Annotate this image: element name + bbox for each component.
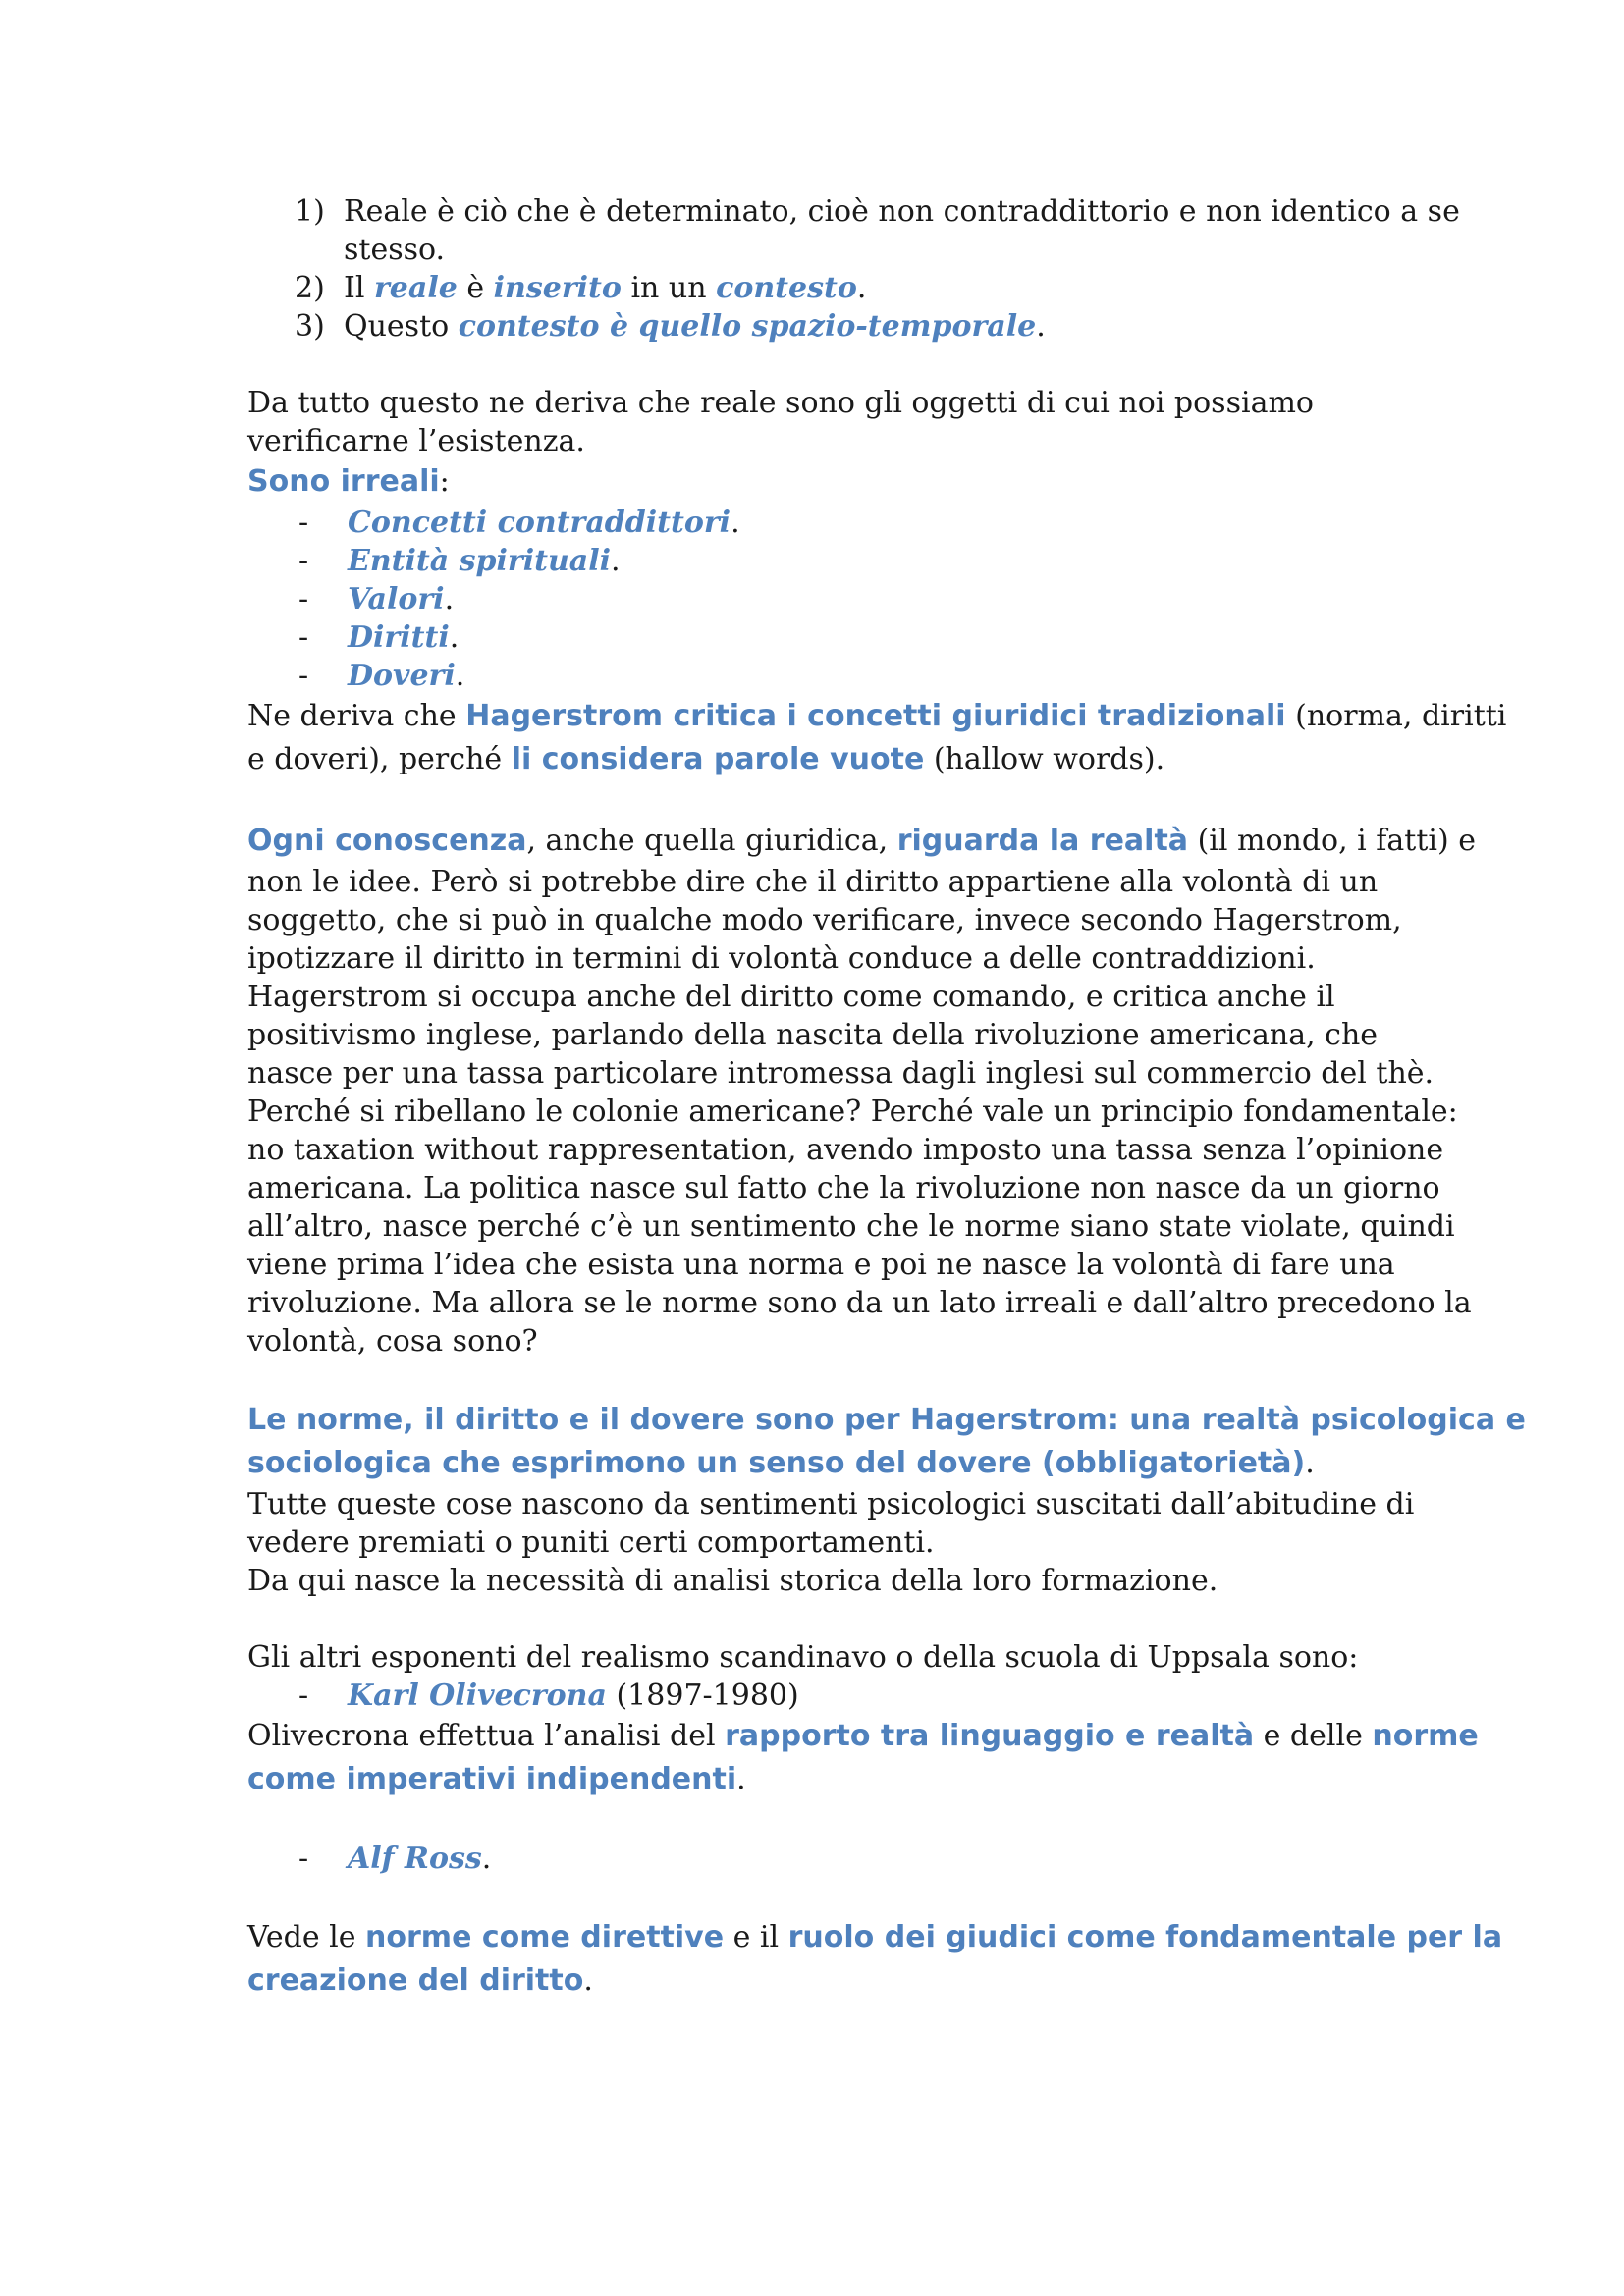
text: e delle xyxy=(1254,1719,1373,1753)
bullet-dot: . xyxy=(449,620,460,655)
bullet-item xyxy=(247,580,1396,618)
dash-bullet: - xyxy=(298,620,309,655)
highlight-text: Hagerstrom critica i concetti giuridici tradizionali xyxy=(465,699,1286,733)
highlight-text: creazione del diritto xyxy=(247,1963,584,1998)
paragraph-norme xyxy=(247,1399,1526,1600)
list-text: è xyxy=(457,271,494,305)
text: e il xyxy=(724,1920,788,1954)
bullet-dot: . xyxy=(611,544,621,578)
bullet-item xyxy=(247,542,1396,580)
text: Vede le xyxy=(247,1920,366,1954)
paragraph-line: americana. La politica nasce sul fatto che la rivoluzione non nasce da un giorno xyxy=(247,1171,1440,1205)
paragraph-reale xyxy=(247,384,1396,460)
paragraph-line: no taxation without rappresentation, avendo imposto una tassa senza l’opinione xyxy=(247,1133,1444,1167)
bullet-item xyxy=(247,504,1396,542)
highlight-text: Sono irreali xyxy=(247,464,440,499)
list-item-2 xyxy=(247,269,1396,307)
paragraph-line xyxy=(247,820,1476,863)
list-text: Questo xyxy=(344,309,459,344)
paragraph-line: verificarne l’esistenza. xyxy=(247,424,585,458)
list-text: in un xyxy=(621,271,717,305)
paragraph-line: Hagerstrom si occupa anche del diritto come comando, e critica anche il xyxy=(247,980,1335,1014)
highlight-text: ruolo dei giudici come fondamentale per la xyxy=(787,1920,1503,1954)
highlight-text: Ogni conoscenza xyxy=(247,824,527,858)
highlight-text: inserito xyxy=(493,271,622,305)
dash-bullet: - xyxy=(298,582,309,616)
text: . xyxy=(583,1963,593,1998)
highlight-text: contesto è quello spazio-temporale xyxy=(458,309,1037,344)
highlight-text: Valori xyxy=(348,582,445,616)
numbered-list xyxy=(247,192,1460,346)
paragraph-conoscenza xyxy=(247,820,1476,1361)
list-number: 3) xyxy=(295,309,325,344)
paragraph-line: nasce per una tassa particolare intromessa dagli inglesi sul commercio del thè. xyxy=(247,1056,1435,1091)
list-text: Reale è ciò che è determinato, cioè non contraddittorio e non identico a se xyxy=(344,194,1460,229)
highlight-text: contesto xyxy=(716,271,857,305)
bullet-item xyxy=(247,657,1396,695)
dash-bullet: - xyxy=(298,544,309,578)
paragraph-line xyxy=(247,1959,1396,2002)
text: (norma, diritti xyxy=(1285,699,1507,733)
list-item-3 xyxy=(247,307,1396,346)
paragraph-line: rivoluzione. Ma allora se le norme sono da un lato irreali e dall’altro precedono la xyxy=(247,1286,1472,1320)
heading-colon: : xyxy=(439,464,450,499)
paragraph-line: Da tutto questo ne deriva che reale sono gli oggetti di cui noi possiamo xyxy=(247,386,1314,420)
dash-bullet: - xyxy=(298,1679,309,1713)
bullet-item xyxy=(247,1840,1396,1878)
bullet-item xyxy=(247,1677,1396,1715)
text: Olivecrona effettua l’analisi del xyxy=(247,1719,726,1753)
highlight-text: li considera parole vuote xyxy=(511,742,925,776)
text: (hallow words). xyxy=(924,742,1165,776)
paragraph-esponenti xyxy=(247,1638,1503,2002)
paragraph-line: all’altro, nasce perché c’è un sentimento che le norme siano state violate, quindi xyxy=(247,1209,1455,1244)
highlight-text: Entità spirituali xyxy=(348,544,612,578)
paragraph-line xyxy=(247,695,1507,738)
bullet-dot: . xyxy=(731,506,740,540)
paragraph-line xyxy=(247,1758,1396,1801)
paragraph-line xyxy=(247,1442,1396,1485)
paragraph-line xyxy=(247,1715,1479,1758)
bullet-item xyxy=(247,618,1396,657)
highlight-text: Diritti xyxy=(348,620,450,655)
highlight-text: riguarda la realtà xyxy=(896,824,1189,858)
irreali-section xyxy=(247,460,1396,695)
paragraph-line xyxy=(247,1399,1526,1442)
highlight-text: sociologica che esprimono un senso del dovere (obbligatorietà) xyxy=(247,1446,1306,1480)
text: . xyxy=(1305,1446,1315,1480)
highlight-text: rapporto tra linguaggio e realtà xyxy=(725,1719,1255,1753)
highlight-text: Alf Ross xyxy=(348,1842,482,1876)
paragraph-line: Gli altri esponenti del realismo scandinavo o della scuola di Uppsala sono: xyxy=(247,1640,1359,1675)
highlight-text: Le norme, il diritto e il dovere sono per Hagerstrom: una realtà psicologica e xyxy=(247,1403,1526,1437)
paragraph-line: positivismo inglese, parlando della nascita della rivoluzione americana, che xyxy=(247,1018,1379,1052)
paragraph-line: Tutte queste cose nascono da sentimenti psicologici suscitati dall’abitudine di xyxy=(247,1487,1415,1522)
paragraph-line xyxy=(247,1916,1503,1959)
highlight-text: come imperativi indipendenti xyxy=(247,1762,737,1796)
text: e doveri), perché xyxy=(247,742,512,776)
text: . xyxy=(736,1762,746,1796)
paragraph-line: Da qui nasce la necessità di analisi storica della loro formazione. xyxy=(247,1564,1218,1598)
paragraph-critica xyxy=(247,695,1507,781)
document-page xyxy=(247,192,1526,2002)
text: (il mondo, i fatti) e xyxy=(1188,824,1476,858)
highlight-text: Concetti contraddittori xyxy=(348,506,731,540)
paragraph-line: soggetto, che si può in qualche modo verificare, invece secondo Hagerstrom, xyxy=(247,903,1402,937)
text: . xyxy=(481,1842,492,1876)
irreali-heading xyxy=(247,460,1396,504)
paragraph-line: Perché si ribellano le colonie americane? Perché vale un principio fondamentale: xyxy=(247,1095,1458,1129)
list-text: Il xyxy=(344,271,374,305)
list-number: 1) xyxy=(295,194,325,229)
highlight-text: norme come direttive xyxy=(365,1920,725,1954)
paragraph-line: non le idee. Però si potrebbe dire che il diritto appartiene alla volontà di un xyxy=(247,865,1379,899)
text: Ne deriva che xyxy=(247,699,466,733)
list-number: 2) xyxy=(295,271,325,305)
paragraph-line xyxy=(247,738,1396,781)
text: , anche quella giuridica, xyxy=(526,824,897,858)
list-text: stesso. xyxy=(344,233,446,267)
paragraph-line: volontà, cosa sono? xyxy=(247,1324,538,1359)
bullet-dot: . xyxy=(444,582,455,616)
text: (1897-1980) xyxy=(606,1679,799,1713)
dash-bullet: - xyxy=(298,659,309,693)
bullet-dot: . xyxy=(455,659,465,693)
paragraph-line: viene prima l’idea che esista una norma e poi ne nasce la volontà di fare una xyxy=(247,1248,1395,1282)
highlight-text: Doveri xyxy=(348,659,456,693)
paragraph-line: vedere premiati o puniti certi comportamenti. xyxy=(247,1525,935,1560)
list-item-1 xyxy=(247,192,1460,231)
list-text: . xyxy=(856,271,867,305)
highlight-text: Karl Olivecrona xyxy=(348,1679,607,1713)
highlight-text: reale xyxy=(373,271,458,305)
dash-bullet: - xyxy=(298,506,309,540)
highlight-text: norme xyxy=(1372,1719,1479,1753)
list-text: . xyxy=(1036,309,1046,344)
dash-bullet: - xyxy=(298,1842,309,1876)
paragraph-line: ipotizzare il diritto in termini di volontà conduce a delle contraddizioni. xyxy=(247,941,1316,976)
list-item-1-continuation xyxy=(247,231,1396,269)
